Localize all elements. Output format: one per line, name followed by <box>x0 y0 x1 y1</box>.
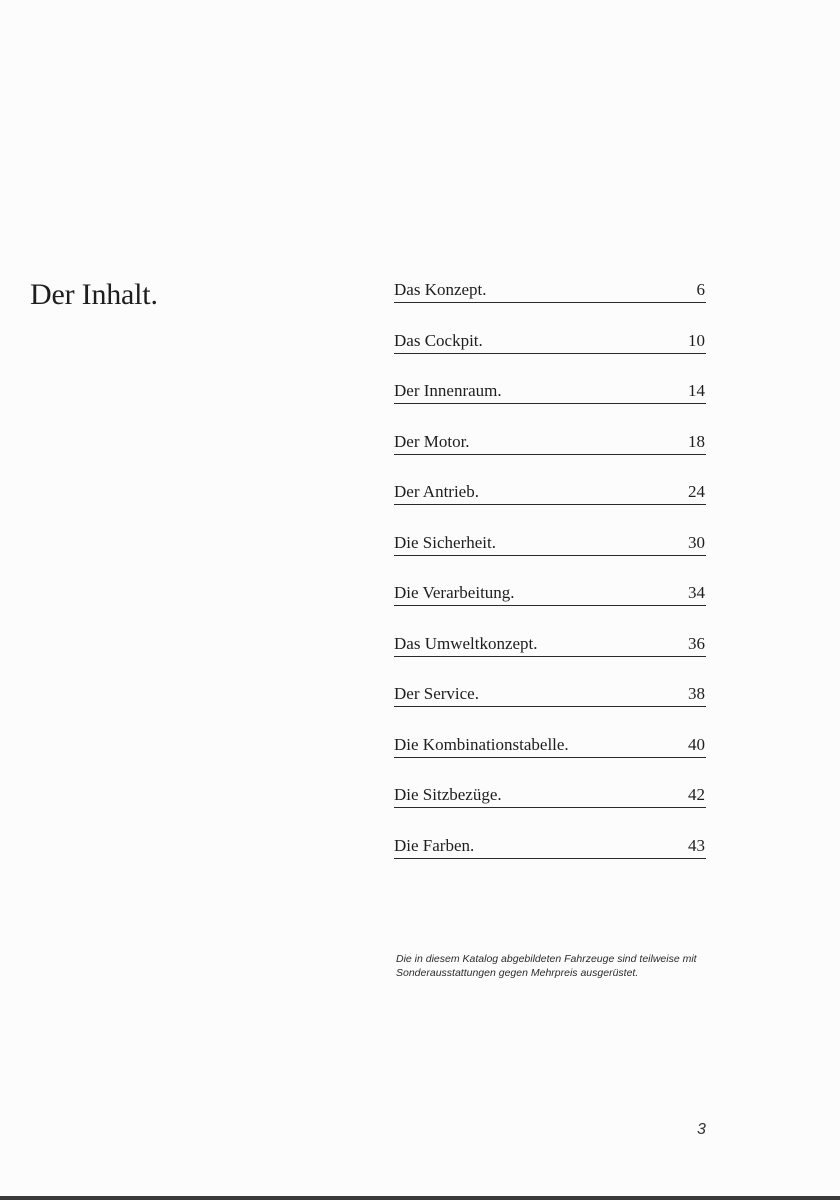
toc-entry-page: 18 <box>688 431 705 451</box>
toc-entry-motor <box>394 427 706 478</box>
toc-entry-label: Die Sitzbezüge. <box>394 785 502 804</box>
toc-entry-sicherheit <box>394 528 706 579</box>
toc-entry-page: 36 <box>688 633 705 653</box>
toc-entry-label: Das Umweltkonzept. <box>394 633 538 653</box>
toc-entry-label: Der Innenraum. <box>394 381 502 400</box>
toc-entry-label: Der Antrieb. <box>394 482 479 501</box>
page-title: Der Inhalt. <box>30 278 158 311</box>
toc-entry-label: Das Konzept. <box>394 280 487 299</box>
toc-entry-page: 30 <box>688 532 705 552</box>
toc-entry-label: Der Motor. <box>394 431 470 451</box>
toc-entry-innenraum <box>394 376 706 427</box>
toc-entry-kombinationstabelle <box>394 730 706 781</box>
toc-entry-page: 10 <box>688 330 705 350</box>
toc-entry-verarbeitung <box>394 578 706 629</box>
toc-entry-konzept <box>394 275 706 326</box>
toc-entry-page: 24 <box>688 482 705 501</box>
toc-entry-antrieb <box>394 477 706 528</box>
toc-entry-label: Die Kombinationstabelle. <box>394 734 569 754</box>
toc-entry-page: 38 <box>688 684 705 703</box>
page-number: 3 <box>697 1121 706 1138</box>
toc-entry-label: Der Service. <box>394 684 479 703</box>
disclaimer-note: Die in diesem Katalog abgebildeten Fahrzeuge sind teilweise mit Sonderausstattungen gegen Mehrpreis ausgerüstet. <box>396 953 697 979</box>
toc-entry-label: Das Cockpit. <box>394 330 483 350</box>
toc-entry-page: 34 <box>688 583 705 602</box>
toc-entry-page: 6 <box>696 280 705 299</box>
table-of-contents <box>394 275 706 881</box>
toc-entry-umweltkonzept <box>394 629 706 680</box>
toc-entry-sitzbezuege <box>394 780 706 831</box>
toc-entry-farben <box>394 831 706 882</box>
toc-entry-cockpit <box>394 326 706 377</box>
toc-entry-page: 43 <box>688 835 705 855</box>
toc-entry-label: Die Verarbeitung. <box>394 583 515 602</box>
toc-entry-page: 14 <box>688 381 705 400</box>
toc-entry-page: 40 <box>688 734 705 754</box>
toc-entry-label: Die Sicherheit. <box>394 532 496 552</box>
toc-entry-page: 42 <box>688 785 705 804</box>
scan-bottom-edge <box>0 1196 840 1200</box>
toc-entry-label: Die Farben. <box>394 835 475 855</box>
toc-entry-service <box>394 679 706 730</box>
